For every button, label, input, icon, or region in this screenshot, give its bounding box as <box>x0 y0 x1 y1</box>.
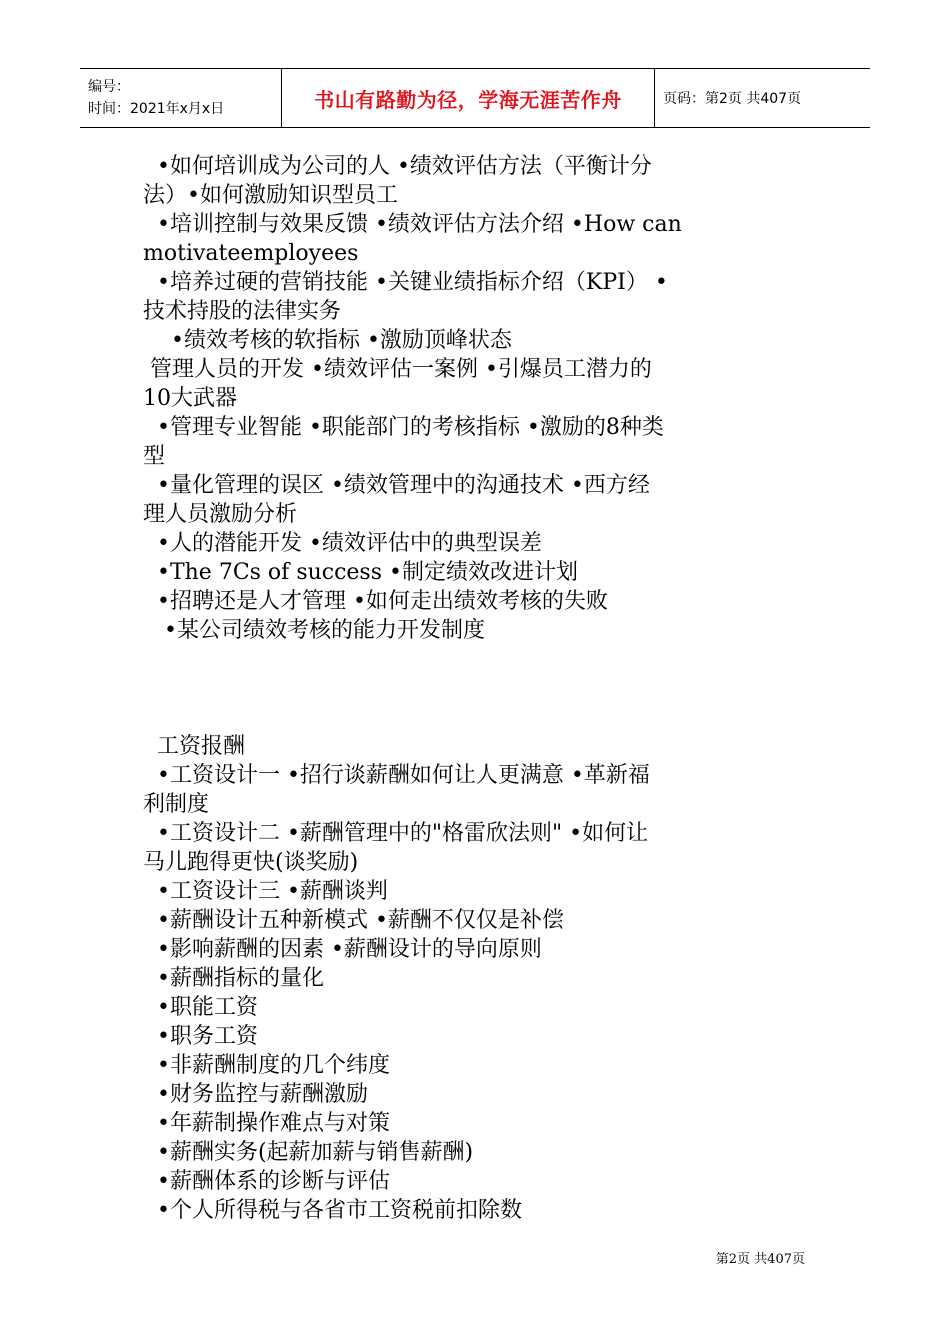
text-line: •人的潜能开发 •绩效评估中的典型误差 <box>143 531 542 556</box>
text-line: 技术持股的法律实务 <box>143 299 342 324</box>
text-line <box>143 645 823 674</box>
document-body <box>143 152 823 1225</box>
text-line: •职能工资 <box>143 995 258 1020</box>
text-line: •管理专业智能 •职能部门的考核指标 •激励的8种类 <box>143 415 664 440</box>
text-line: •影响薪酬的因素 •薪酬设计的导向原则 <box>143 937 542 962</box>
text-line: •培训控制与效果反馈 •绩效评估方法介绍 •How can <box>143 212 682 237</box>
text-line: •如何培训成为公司的人 •绩效评估方法（平衡计分 <box>143 154 652 179</box>
text-line: •The 7Cs of success •制定绩效改进计划 <box>143 560 578 585</box>
text-line <box>143 674 823 703</box>
text-line: 理人员激励分析 <box>143 502 298 527</box>
doc-number-label: 编号： <box>88 79 130 95</box>
text-line: 管理人员的开发 •绩效评估一案例 •引爆员工潜力的 <box>143 357 652 382</box>
header-page-cell <box>655 69 870 127</box>
text-line: •薪酬实务(起薪加薪与销售薪酬) <box>143 1140 474 1165</box>
text-line: •培养过硬的营销技能 •关键业绩指标介绍（KPI） • <box>143 270 668 295</box>
header-meta <box>80 69 282 127</box>
text-line: motivateemployees <box>143 241 359 266</box>
text-line: •量化管理的误区 •绩效管理中的沟通技术 •西方经 <box>143 473 650 498</box>
text-line: •工资设计一 •招行谈薪酬如何让人更满意 •革新福 <box>143 763 650 788</box>
text-line: 工资报酬 <box>143 734 245 759</box>
text-line: •绩效考核的软指标 •激励顶峰状态 <box>143 328 512 353</box>
text-line: •个人所得税与各省市工资税前扣除数 <box>143 1198 522 1223</box>
text-line: •某公司绩效考核的能力开发制度 <box>143 618 485 643</box>
text-line: •薪酬设计五种新模式 •薪酬不仅仅是补偿 <box>143 908 564 933</box>
text-line: •年薪制操作难点与对策 <box>143 1111 390 1136</box>
text-line: •薪酬体系的诊断与评估 <box>143 1169 390 1194</box>
text-line: 利制度 <box>143 792 210 817</box>
text-line: •工资设计三 •薪酬谈判 <box>143 879 388 904</box>
text-line: 马儿跑得更快(谈奖励) <box>143 850 359 875</box>
page-footer: 第2页 共407页 <box>715 1252 805 1267</box>
doc-time-label: 时间：2021年x月x日 <box>88 101 225 117</box>
text-line: 型 <box>143 444 166 469</box>
text-line: •工资设计二 •薪酬管理中的"格雷欣法则" •如何让 <box>143 821 649 846</box>
header-motto-cell <box>282 69 655 127</box>
header-page-info: 页码：第2页 共407页 <box>663 91 802 107</box>
header-motto: 书山有路勤为径，学海无涯苦作舟 <box>314 87 622 112</box>
text-line: •薪酬指标的量化 <box>143 966 324 991</box>
text-line <box>143 703 823 732</box>
text-line: 10大武器 <box>143 386 237 411</box>
text-line: •招聘还是人才管理 •如何走出绩效考核的失败 <box>143 589 608 614</box>
text-line: •非薪酬制度的几个纬度 <box>143 1053 390 1078</box>
page-header <box>80 68 870 128</box>
text-line: •职务工资 <box>143 1024 258 1049</box>
text-line: 法）•如何激励知识型员工 <box>143 183 398 208</box>
text-line: •财务监控与薪酬激励 <box>143 1082 368 1107</box>
